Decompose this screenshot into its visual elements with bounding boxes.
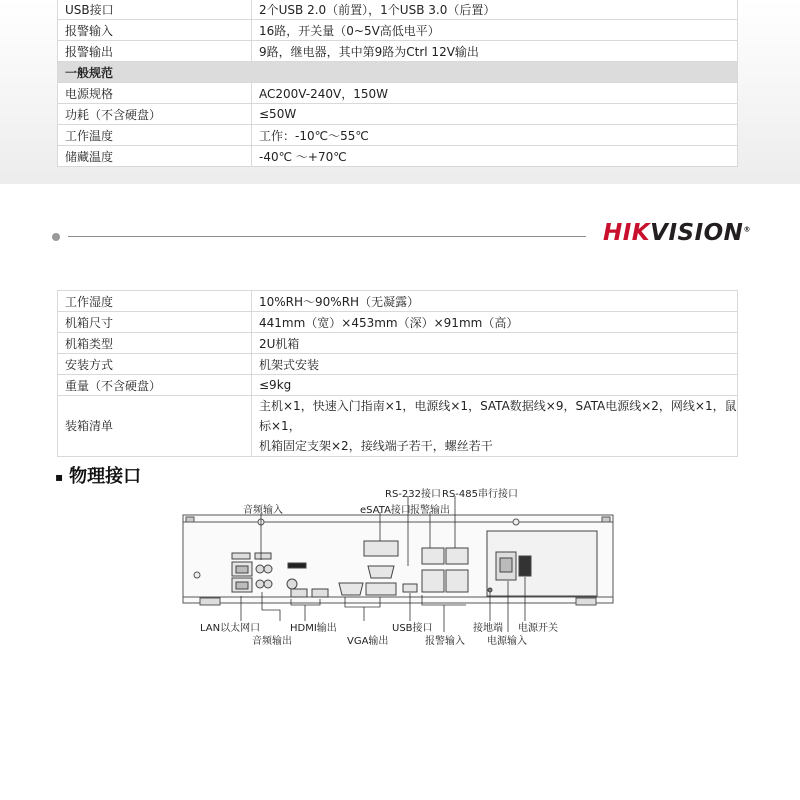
audio-label-plate (255, 553, 271, 559)
spec-value: 工作：-10℃～55℃ (252, 125, 738, 146)
callout-vga: VGA输出 (347, 636, 389, 647)
vga-connector (339, 583, 363, 595)
spec-key: 电源规格 (58, 83, 252, 104)
hdmi-port-1 (291, 589, 307, 597)
packing-line-2: 机箱固定支架×2，接线端子若干，螺丝若干 (259, 439, 493, 453)
usb-connector (403, 584, 417, 592)
spec-key: 储藏温度 (58, 146, 252, 167)
power-switch (519, 556, 531, 576)
spec-value: 9路，继电器，其中第9路为Ctrl 12V输出 (252, 41, 738, 62)
hdmi-logo-mark (288, 563, 306, 568)
lan-label-plate (232, 553, 250, 559)
spec-value: 10%RH～90%RH（无凝露） (252, 291, 738, 312)
audio-in-jack (264, 565, 272, 573)
section-header: 一般规范 (58, 62, 738, 83)
screw (513, 519, 519, 525)
callout-alarm-out: 报警输出 (410, 505, 450, 516)
screw (194, 572, 200, 578)
audio-out-jack-large (287, 579, 297, 589)
spec-value: 2U机箱 (252, 333, 738, 354)
esata-rs232-block (364, 541, 398, 595)
spec-value: -40℃ ～+70℃ (252, 146, 738, 167)
callout-rs232: RS-232接口 (385, 489, 441, 500)
alarm-in-terminal (422, 570, 444, 592)
spec-value: 441mm（宽）×453mm（深）×91mm（高） (252, 312, 738, 333)
spec-value: ≤50W (252, 104, 738, 125)
spec-value: AC200V-240V，150W (252, 83, 738, 104)
callout-lan: LAN以太网口 (200, 623, 261, 634)
callout-audio-in: 音频输入 (243, 505, 283, 516)
rack-ear-right (602, 517, 610, 522)
spec-key: 报警输入 (58, 20, 252, 41)
spec-key: 装箱清单 (58, 396, 252, 457)
callout-rs485: RS-485串行接口 (442, 489, 518, 500)
spec-value: 2个USB 2.0（前置），1个USB 3.0（后置） (252, 0, 738, 20)
spec-value: 机架式安装 (252, 354, 738, 375)
audio-out-jack (264, 580, 272, 588)
callout-audio-out: 音频输出 (252, 636, 292, 647)
callout-power-in: 电源输入 (487, 636, 527, 647)
logo-registered-mark: ® (743, 225, 751, 234)
rs232-connector (368, 566, 394, 578)
callout-hdmi: HDMI输出 (290, 623, 337, 634)
lan-port-inner (236, 582, 248, 589)
rack-ear-left (186, 517, 194, 522)
spec-key: 报警输出 (58, 41, 252, 62)
callout-esata: eSATA接口 (360, 505, 411, 516)
callout-alarm-in: 报警输入 (425, 636, 465, 647)
hdmi-port-2 (312, 589, 328, 597)
audio-out-jack (256, 580, 264, 588)
logo-dark-part: VISION (650, 220, 744, 246)
alarm-out-terminal-2 (446, 548, 468, 564)
power-area (487, 531, 597, 596)
spec-key: USB接口 (58, 0, 252, 20)
callout-ground: 接地端 (473, 623, 503, 634)
spec-value: ≤9kg (252, 375, 738, 396)
logo-red-part: HIK (603, 220, 651, 246)
spec-key: 功耗（不含硬盘） (58, 104, 252, 125)
section-title-text: 物理接口 (69, 466, 142, 487)
title-bullet: ▪ (55, 470, 64, 484)
callout-usb: USB接口 (392, 623, 433, 634)
callout-power-switch: 电源开关 (518, 623, 558, 634)
spec-key: 重量（不含硬盘） (58, 375, 252, 396)
spec-key: 机箱尺寸 (58, 312, 252, 333)
audio-in-jack (256, 565, 264, 573)
alarm-in-terminal-2 (446, 570, 468, 592)
usb-port (403, 584, 417, 592)
esata-port (364, 541, 398, 556)
chassis-foot-right (576, 598, 596, 605)
spec-key: 安装方式 (58, 354, 252, 375)
spec-value: 16路，开关量（0~5V高低电平） (252, 20, 738, 41)
spec-key: 机箱类型 (58, 333, 252, 354)
rs232-label-plate (366, 583, 396, 595)
packing-line-1: 主机×1，快速入门指南×1，电源线×1，SATA数据线×9，SATA电源线×2，网线×1，鼠标×1， (259, 399, 737, 433)
alarm-out-terminal (422, 548, 444, 564)
spec-key: 工作温度 (58, 125, 252, 146)
vga-port (339, 583, 363, 595)
power-inlet-pins (500, 558, 512, 572)
chassis-foot-left (200, 598, 220, 605)
ground-terminal (488, 588, 492, 592)
lan-port-inner (236, 566, 248, 573)
lan-ports (232, 553, 252, 592)
spec-key: 工作湿度 (58, 291, 252, 312)
